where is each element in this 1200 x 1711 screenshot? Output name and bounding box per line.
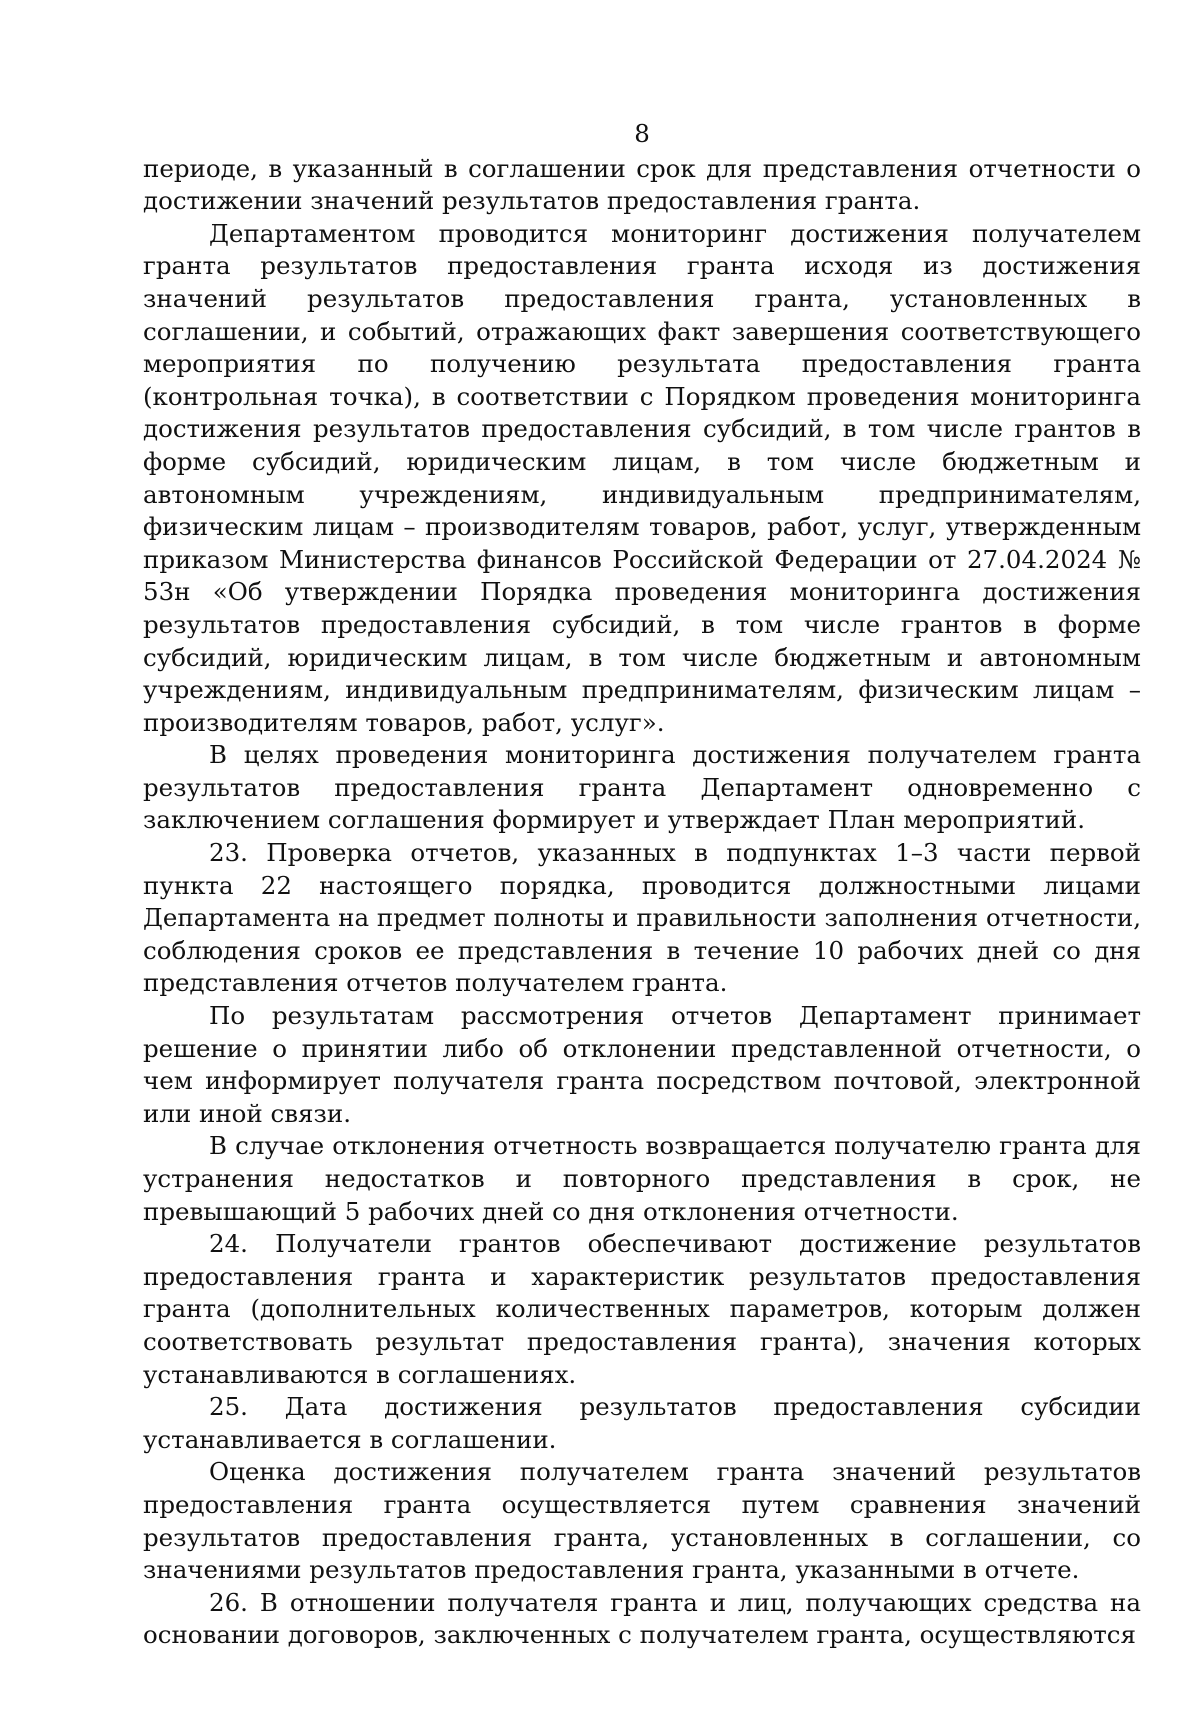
paragraph-10: 26. В отношении получателя гранта и лиц, получающих средства на основании договоров, заключенных с получателем гранта, осуществляются [143, 1587, 1141, 1650]
paragraph-8: 25. Дата достижения результатов предоставления субсидии устанавливается в соглашении. [143, 1392, 1141, 1454]
paragraph-1: периоде, в указанный в соглашении срок для представления отчетности о достижении значений результатов предоставления гранта. [143, 153, 1141, 216]
paragraph-4: 23. Проверка отчетов, указанных в подпунктах 1–3 части первой пункта 22 настоящего порядка, проводится должностными лицами Департамента на предмет полноты и правильности заполнения отчетности, соблюдения сроков ее представления в течение 10 рабочих дней со дня представления отчетов получателем гранта. [143, 838, 1141, 998]
paragraph-7: 24. Получатели грантов обеспечивают достижение результатов предоставления гранта и характеристик результатов предоставления гранта (дополнительных количественных параметров, которым должен соответствовать результат предоставления гранта), значения которых устанавливаются в соглашениях. [143, 1229, 1141, 1389]
paragraph-5: По результатам рассмотрения отчетов Департамент принимает решение о принятии либо об отклонении представленной отчетности, о чем информирует получателя гранта посредством почтовой, электронной или иной связи. [143, 1001, 1141, 1128]
paragraph-6: В случае отклонения отчетность возвращается получателю гранта для устранения недостатков и повторного представления в срок, не превышающий 5 рабочих дней со дня отклонения отчетности. [143, 1131, 1141, 1226]
paragraph-3: В целях проведения мониторинга достижения получателем гранта результатов предоставления гранта Департамент одновременно с заключением соглашения формирует и утверждает План мероприятий. [143, 740, 1141, 835]
document-page [143, 118, 1141, 1652]
paragraph-2: Департаментом проводится мониторинг достижения получателем гранта результатов предоставления гранта исходя из достижения значений результатов предоставления гранта, установленных в соглашении, и событий, отражающих факт завершения соответствующего мероприятия по получению результата предоставления гранта (контрольная точка), в соответствии с Порядком проведения мониторинга достижения результатов предоставления субсидий, в том числе грантов в форме субсидий, юридическим лицам, в том числе бюджетным и автономным учреждениям, индивидуальным предпринимателям, физическим лицам – производителям товаров, работ, услуг, утвержденным приказом Министерства финансов Российской Федерации от 27.04.2024 № 53н «Об утверждении Порядка проведения мониторинга достижения результатов предоставления субсидий, в том числе грантов в форме субсидий, юридическим лицам, в том числе бюджетным и автономным учреждениям, индивидуальным предпринимателям, физическим лицам – производителям товаров, работ, услуг». [143, 218, 1141, 737]
paragraph-9: Оценка достижения получателем гранта значений результатов предоставления гранта осуществляется путем сравнения значений результатов предоставления гранта, установленных в соглашении, со значениями результатов предоставления гранта, указанными в отчете. [143, 1457, 1141, 1585]
page-number: 8 [634, 119, 650, 148]
